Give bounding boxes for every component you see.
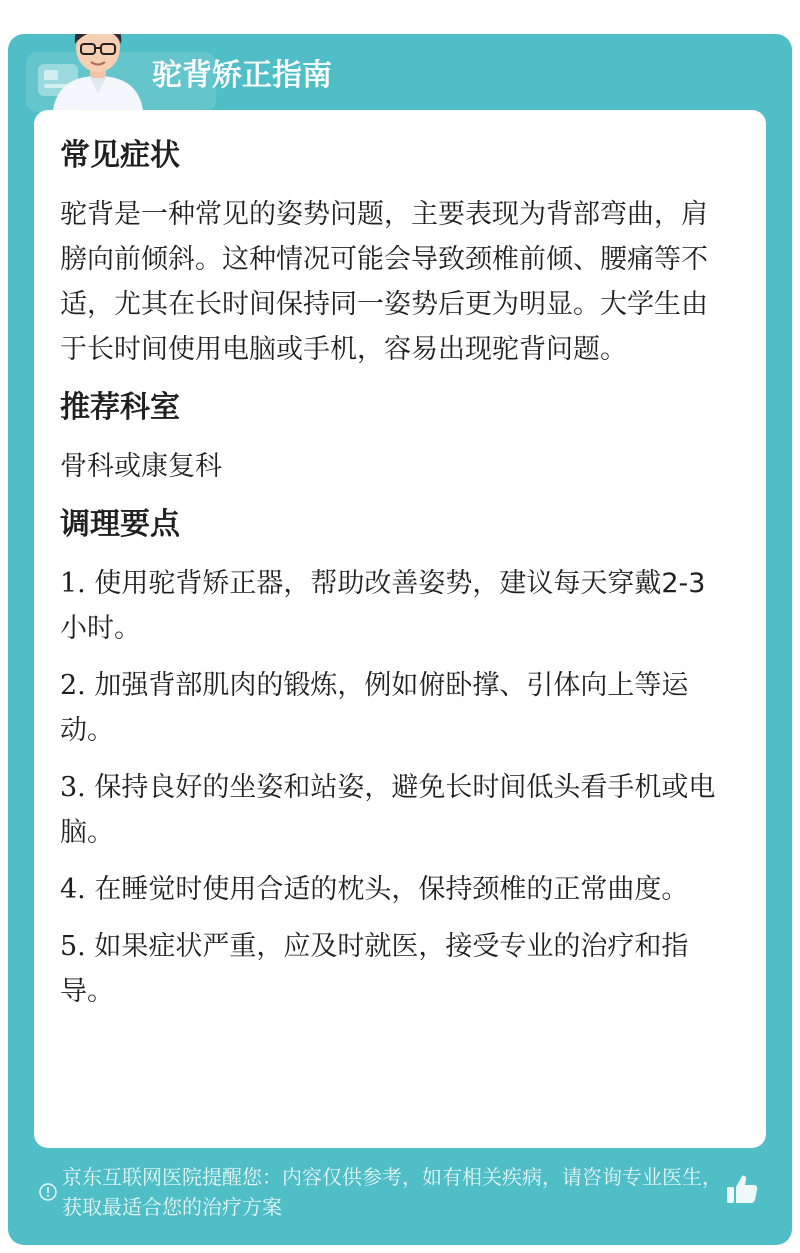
symptoms-text: 驼背是一种常见的姿势问题，主要表现为背部弯曲，肩膀向前倾斜。这种情况可能会导致颈椎前倾、腰痛等不适，尤其在长时间保持同一姿势后更为明显。大学生由于长时间使用电脑或手机，容易出现驼背问题。 xyxy=(60,199,708,365)
care-item xyxy=(60,663,730,753)
content-body xyxy=(60,136,730,1026)
doctor-avatar xyxy=(43,34,153,110)
care-item xyxy=(60,765,730,855)
care-item-number: 1. xyxy=(60,568,86,599)
department-heading: 推荐科室 xyxy=(60,390,180,425)
care-heading: 调理要点 xyxy=(60,507,180,542)
thumbs-up-icon[interactable] xyxy=(724,1172,760,1208)
page-title: 驼背矫正指南 xyxy=(152,58,332,93)
care-item xyxy=(60,867,730,912)
content-card xyxy=(34,110,766,1148)
symptoms-heading: 常见症状 xyxy=(60,138,180,173)
care-item-text: 保持良好的坐姿和站姿，避免长时间低头看手机或电脑。 xyxy=(60,772,716,848)
department-text: 骨科或康复科 xyxy=(60,451,222,482)
info-icon xyxy=(38,1182,58,1202)
care-item-text: 在睡觉时使用合适的枕头，保持颈椎的正常曲度。 xyxy=(94,874,689,905)
disclaimer-text: 京东互联网医院提醒您：内容仅供参考，如有相关疾病，请咨询专业医生，获取最适合您的治疗方案 xyxy=(62,1165,722,1219)
care-list xyxy=(60,561,730,1014)
care-item-text: 加强背部肌肉的锻炼，例如俯卧撑、引体向上等运动。 xyxy=(60,670,689,746)
care-item-number: 2. xyxy=(60,670,86,701)
care-item-text: 使用驼背矫正器，帮助改善姿势，建议每天穿戴2-3小时。 xyxy=(60,568,706,644)
care-item-text: 如果症状严重，应及时就医，接受专业的治疗和指导。 xyxy=(60,931,689,1007)
care-item xyxy=(60,561,730,651)
care-item-number: 5. xyxy=(60,931,86,962)
care-item-number: 3. xyxy=(60,772,86,803)
care-item-number: 4. xyxy=(60,874,86,905)
guide-panel xyxy=(8,34,792,1245)
care-item xyxy=(60,924,730,1014)
